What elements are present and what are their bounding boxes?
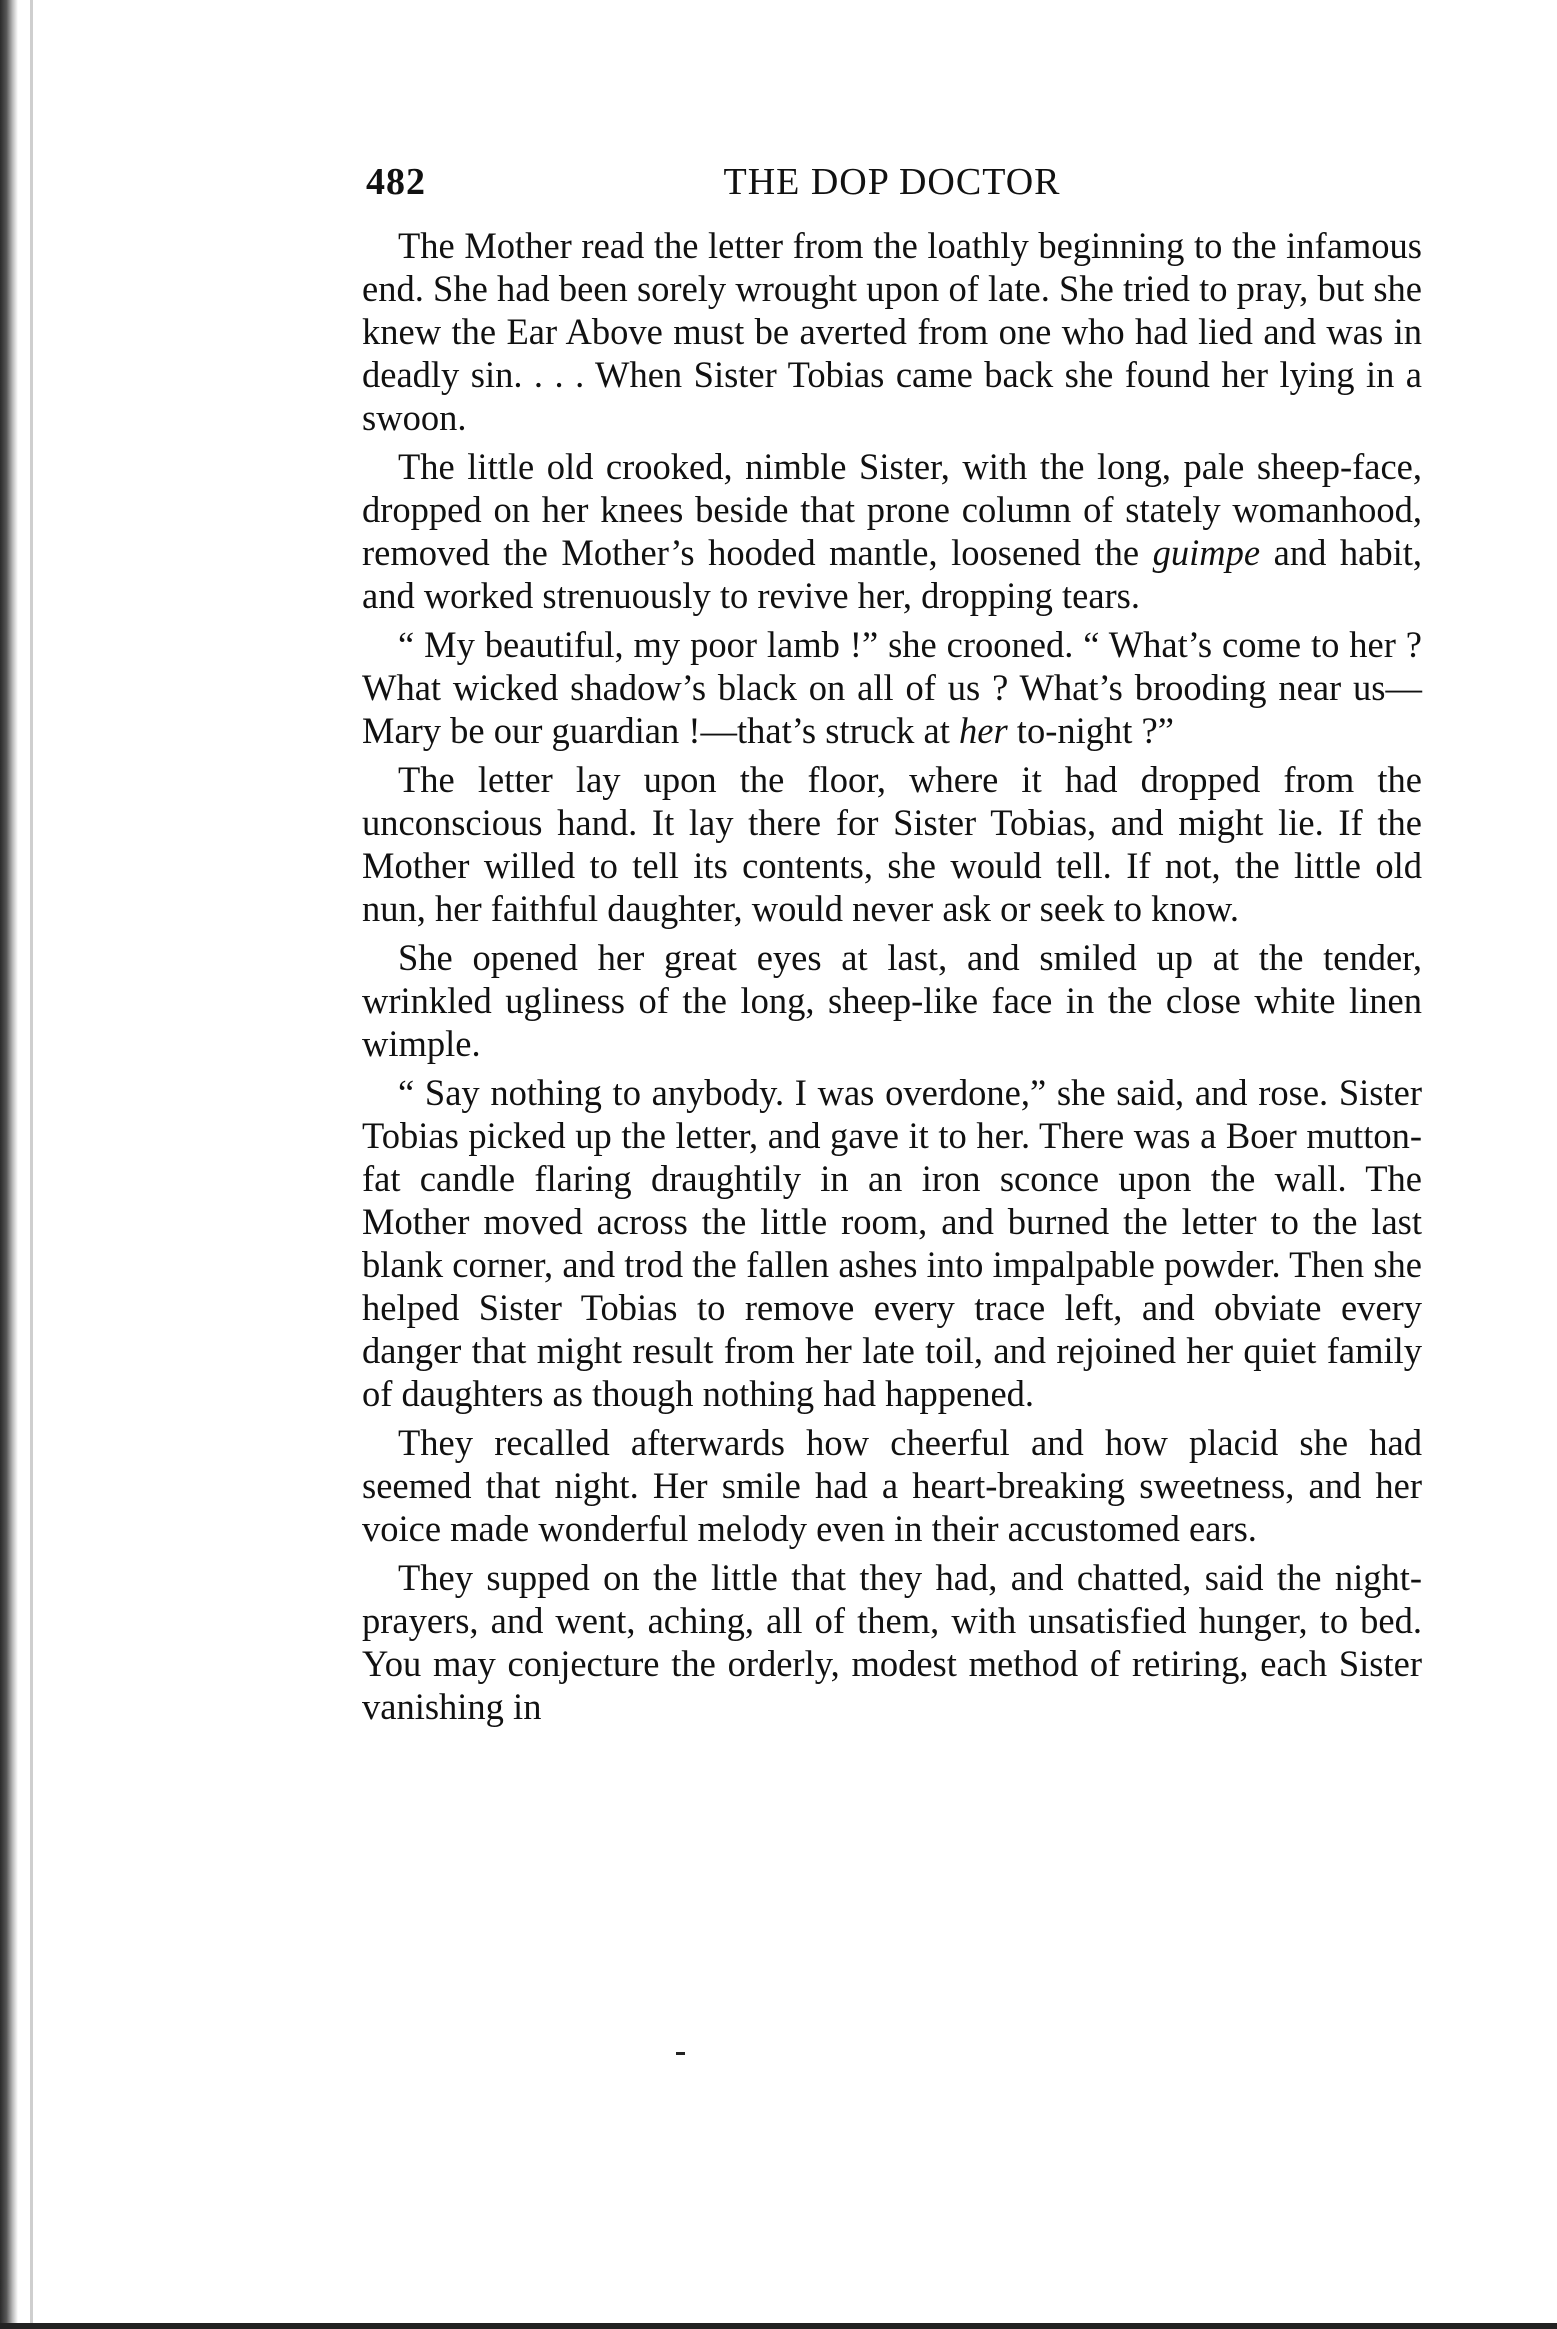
page-header	[362, 160, 1422, 224]
paragraph: “ My beautiful, my poor lamb !” she crooned. “ What’s come to her ? What wicked shadow’s black on all of us ? What’s brooding near us—Mary be our guardian !—that’s struck at her to-night ?”	[362, 624, 1422, 751]
paragraph: “ Say nothing to anybody. I was overdone,” she said, and rose. Sister Tobias picked up the letter, and gave it to her. There was a Boer mutton-fat candle flaring draughtily in an iron sconce upon the wall. The Mother moved across the little room, and burned the letter to the last blank corner, and trod the fallen ashes into impalpable powder. Then she helped Sister Tobias to remove every trace left, and obviate every danger that might result from her late toil, and rejoined her quiet family of daughters as though nothing had happened.	[362, 1072, 1422, 1414]
paragraph: They supped on the little that they had, and chatted, said the night-prayers, and went, aching, all of them, with unsatisfied hunger, to bed. You may conjecture the orderly, modest method of retiring, each Sister vanishing in	[362, 1557, 1422, 1727]
paragraph: She opened her great eyes at last, and smiled up at the tender, wrinkled ugliness of the long, sheep-like face in the close white linen wimple.	[362, 937, 1422, 1064]
paragraph: The letter lay upon the floor, where it had dropped from the unconscious hand. It lay there for Sister Tobias, and might lie. If the Mother willed to tell its contents, she would tell. If not, the little old nun, her faithful daughter, would never ask or seek to know.	[362, 759, 1422, 929]
paragraph: The little old crooked, nimble Sister, with the long, pale sheep-face, dropped on her knees beside that prone column of stately womanhood, removed the Mother’s hooded mantle, loosened the guimpe and habit, and worked strenuously to revive her, dropping tears.	[362, 446, 1422, 616]
paragraph: The Mother read the letter from the loathly beginning to the infamous end. She had been sorely wrought upon of late. She tried to pray, but she knew the Ear Above must be averted from one who had lied and was in deadly sin. . . . When Sister Tobias came back she found her lying in a swoon.	[362, 225, 1422, 438]
italic-term: her	[959, 710, 1008, 751]
running-title: THE DOP DOCTOR	[723, 161, 1061, 203]
book-page	[362, 160, 1422, 1734]
binding-gutter-shadow	[0, 0, 18, 2329]
footer-printer-mark	[676, 2052, 685, 2055]
page-number: 482	[366, 161, 426, 203]
paragraph: They recalled afterwards how cheerful and how placid she had seemed that night. Her smile had a heart-breaking sweetness, and her voice made wonderful melody even in their accustomed ears.	[362, 1422, 1422, 1549]
page-bottom-edge	[0, 2323, 1557, 2329]
italic-term: guimpe	[1152, 532, 1261, 573]
body-text	[362, 224, 1422, 1728]
binding-edge-line	[30, 0, 33, 2329]
